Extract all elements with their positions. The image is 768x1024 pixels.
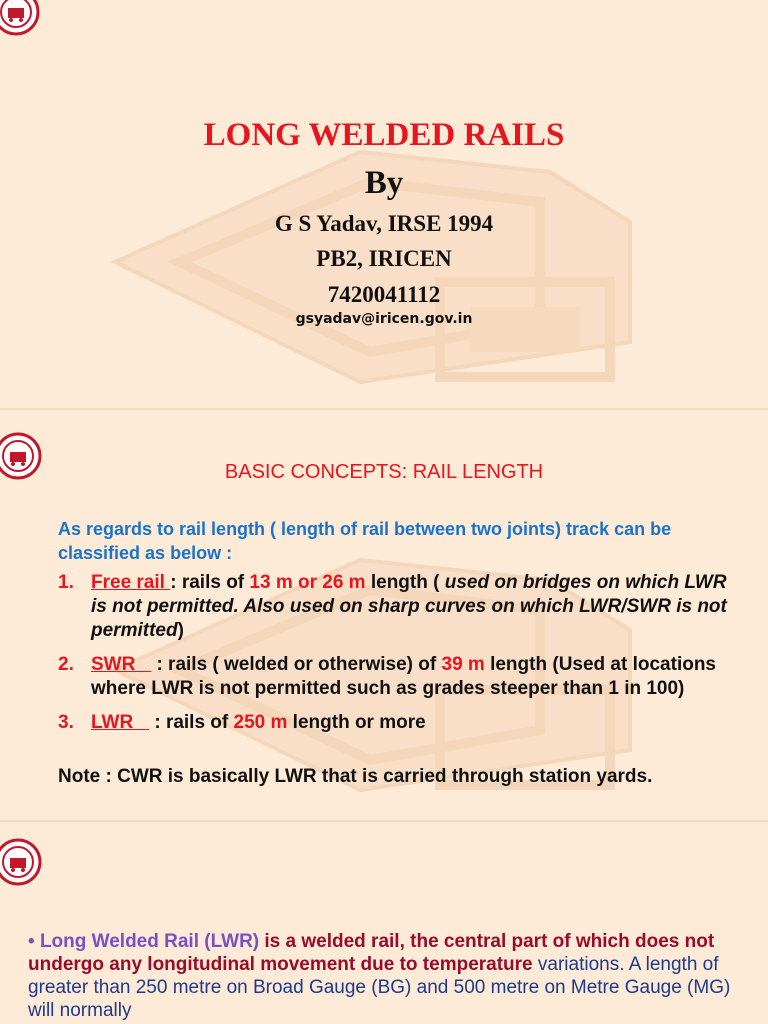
length-value: 39 m <box>441 654 485 675</box>
list-item <box>58 571 738 643</box>
author-email[interactable]: gsyadav@iricen.gov.in <box>295 311 473 327</box>
bullet-icon: • <box>28 931 35 952</box>
item-text: length (Used at locations where LWR is not permitted such as grades steeper than 1 in 100) <box>91 654 717 699</box>
item-text: ) <box>177 620 184 641</box>
title-slide <box>0 0 768 408</box>
length-value: 13 m or 26 m <box>249 572 366 593</box>
author-phone: 7420041112 <box>327 282 441 307</box>
by-label: By <box>364 165 404 201</box>
slide-heading: BASIC CONCEPTS: RAIL LENGTH <box>224 461 544 483</box>
item-text: : rails of <box>170 572 250 593</box>
temperature-term: temperature <box>422 954 533 975</box>
item-text: : rails of <box>149 712 234 733</box>
length-value: 250 m <box>233 712 288 733</box>
list-item <box>58 711 738 735</box>
indian-railways-logo-icon <box>0 838 42 886</box>
term-free-rail: Free rail <box>91 572 171 593</box>
presentation-title: LONG WELDED RAILS <box>203 117 565 153</box>
indian-railways-logo-icon <box>0 0 40 36</box>
rail-length-list <box>58 571 738 745</box>
list-item <box>58 653 738 701</box>
intro-text: As regards to rail length ( length of rail between two joints) track can be classified as below : <box>58 519 672 563</box>
item-number: 3. <box>58 712 74 733</box>
term-lwr: LWR <box>91 712 150 733</box>
lwr-definition-slide <box>0 822 768 1024</box>
lwr-definition-text <box>28 930 748 1022</box>
author-name: G S Yadav, IRSE 1994 <box>274 211 494 236</box>
basic-concepts-slide <box>0 410 768 820</box>
cwr-note: Note : CWR is basically LWR that is carried through station yards. <box>58 766 653 787</box>
term-swr: SWR <box>91 654 152 675</box>
lwr-length-text: variations. A length of greater than 250 metre on Broad Gauge (BG) and 500 metre on Metre Gauge (MG) will normally <box>28 954 731 1021</box>
author-position: PB2, IRICEN <box>316 246 452 271</box>
lwr-definition: is a welded rail, the central part of which does not undergo any longitudinal movement due to <box>28 931 715 975</box>
lwr-term: Long Welded Rail (LWR) <box>39 931 260 952</box>
item-number: 1. <box>58 572 74 593</box>
item-text: length or more <box>287 712 426 733</box>
item-italic-text: used on bridges on which LWR is not permitted. Also used on sharp curves on which LWR/SWR is not permitted <box>91 572 727 641</box>
item-text: : rails ( welded or otherwise) of <box>151 654 442 675</box>
item-number: 2. <box>58 654 74 675</box>
item-text: length ( <box>365 572 445 593</box>
